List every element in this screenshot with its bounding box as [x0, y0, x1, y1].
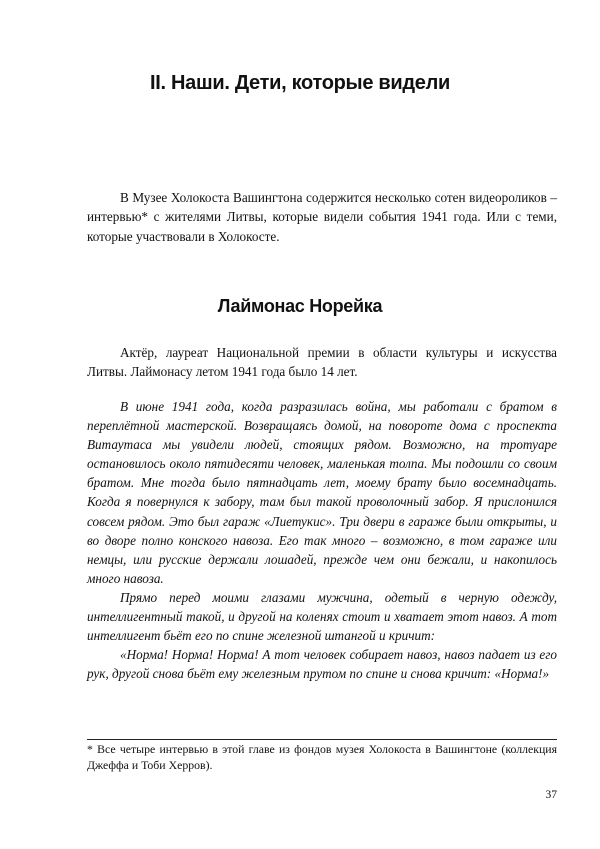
section-title: Лаймонас Норейка: [217, 296, 383, 316]
footnote: * Все четыре интервью в этой главе из фондов музея Холокоста в Вашингтоне (коллекция Джеффа и Тоби Херров).: [87, 742, 557, 772]
footnote-divider: [87, 739, 557, 740]
testimony-paragraph: В июне 1941 года, когда разразилась война, мы работали с братом в переплётной мастерской. Возвращаясь домой, на повороте дома с проспекта Витаутаса мы увидели людей, стоящих рядом. Возможно, на тротуаре остановилось около пятидесяти человек, маленькая толпа. Мы подошли со своим братом. Мне тогда было пятнадцать лет, моему брату было восемнадцать. Когда я повернулся к забору, там был такой проволочный забор. Я прислонился совсем рядом. Это был гараж «Лиетукис». Три двери в гараже были открыты, и во дворе полно конского навоза. Его так много – возможно, в том гараже или немцы, или русские держали лошадей, прежде чем они бежали, и накопилось много навоза.: [87, 399, 557, 586]
page-number: 37: [545, 789, 557, 801]
testimony-paragraph: «Норма! Норма! Норма! А тот человек собирает навоз, навоз падает из его рук, другой снова бьёт ему железным прутом по спине и снова кричит: «Норма!»: [87, 647, 557, 682]
chapter-title: II. Наши. Дети, которые видели: [149, 72, 451, 94]
bio-paragraph: Актёр, лауреат Национальной премии в области культуры и искусства Литвы. Лаймонасу летом 1941 года было 14 лет.: [87, 345, 557, 380]
intro-paragraph-block: [87, 188, 557, 246]
testimony-quote: [87, 397, 557, 683]
intro-paragraph: В Музее Холокоста Вашингтона содержится несколько сотен видеороликов – интервью* с жителями Литвы, которые видели события 1941 года. Или с теми, которые участвовали в Холокосте.: [87, 190, 557, 244]
testimony-paragraph: Прямо перед моими глазами мужчина, одетый в черную одежду, интеллигентный такой, и другой на коленях стоит и хватает этот навоз. А тот интеллигент бьёт его по спине железной штангой и кричит:: [87, 589, 557, 644]
bio-paragraph-block: [87, 343, 557, 382]
